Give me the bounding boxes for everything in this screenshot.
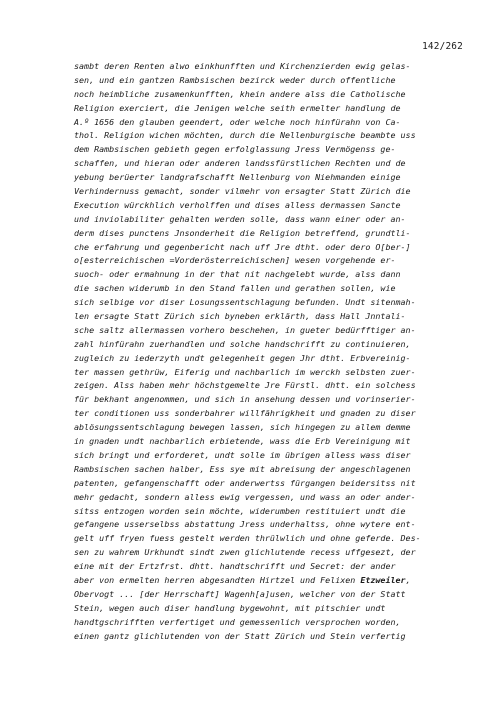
text-line: Execution würckhlich verholffen und dises alless dermassen Sancte bbox=[74, 199, 401, 210]
text-line: und inviolabiliter gehalten werden solle, dass wann einer oder an- bbox=[74, 213, 406, 224]
text-line: ter massen gethrüw, Eiferig und nachbarlich im werckh selbsten zuer- bbox=[74, 366, 416, 377]
text-line: sitss entzogen worden sein möchte, widerumben restituiert undt die bbox=[74, 505, 406, 516]
text-line: mehr gedacht, sondern alless ewig vergessen, und wass an oder ander- bbox=[74, 491, 416, 502]
text-line: Religion exerciert, die Jenigen welche seith ermelter handlung de bbox=[74, 102, 401, 113]
text-line: Obervogt ... [der Herrschaft] Wagenh[a]usen, welcher von der Statt bbox=[74, 588, 406, 599]
text-line: zugleich zu iederzyth undt gelegenheit gegen Jhr dtht. Erbvereinig- bbox=[74, 352, 411, 363]
text-line: dem Rambsischen gebieth gegen erfolglassung Jress Vermögenss ge- bbox=[74, 144, 396, 155]
text-line: gefangene usserselbss abstattung Jress underhaltss, ohne wytere ent- bbox=[74, 519, 416, 530]
text-line: sich selbige vor diser Losungssentschlagung befunden. Undt sitenmah- bbox=[74, 297, 416, 308]
text-line: che erfahrung und gegenbericht nach uff Jre dtht. oder dero O[ber-] bbox=[74, 241, 411, 252]
text-line: A.º 1656 den glauben geendert, oder welche noch hinfürahn von Ca- bbox=[74, 116, 401, 127]
text-line: sich bringt und erforderet, undt solle im übrigen alless wass diser bbox=[74, 449, 411, 460]
text-line: len ersagte Statt Zürich sich byneben erklärth, dass Hall Jnntali- bbox=[74, 311, 406, 322]
line-text: aber von ermelten herren abgesandten Hirtzel und Felixen bbox=[74, 574, 361, 585]
text-line: gelt uff fryen fuess gestelt werden thrülwlich und ohne geferde. Des- bbox=[74, 533, 421, 544]
text-line: noch heimbliche zusamenkunfften, khein andere alss die Catholische bbox=[74, 88, 406, 99]
text-line: o[esterreichischen =Vorderösterreichischen] wesen vorgehende er- bbox=[74, 255, 396, 266]
text-line: patenten, gefangenschafft oder anderwertss fürgangen beidersitss nit bbox=[74, 477, 416, 488]
document-body bbox=[74, 60, 466, 643]
text-line: schaffen, und hieran oder anderen landssfürstlichen Rechten und de bbox=[74, 158, 406, 169]
text-line-emphasis bbox=[74, 574, 466, 588]
text-line: derm dises punctens Jnsonderheit die Religion betreffend, grundtli- bbox=[74, 227, 411, 238]
text-line: einen gantz glichlutenden von der Statt Zürich und Stein verfertig bbox=[74, 630, 406, 641]
text-line: sambt deren Renten alwo einkhunfften und Kirchenzierden ewig gelas- bbox=[74, 61, 411, 71]
page-number: 142/262 bbox=[422, 41, 463, 52]
text-line: zeigen. Alss haben mehr höchstgemelte Jre Fürstl. dhtt. ein solchess bbox=[74, 380, 416, 391]
text-line: handtgschrifften verfertiget und gemessenlich versprochen worden, bbox=[74, 616, 401, 627]
text-line: Verhindernuss gemacht, sonder vilmehr von ersagter Statt Zürich die bbox=[74, 186, 411, 197]
text-line: Stein, wegen auch diser handlung bygewohnt, mit pitschier undt bbox=[74, 602, 386, 613]
text-line: Rambsischen sachen halber, Ess sye mit abreisung der angeschlagenen bbox=[74, 463, 411, 474]
text-line: yebung berüerter landgrafschafft Nellenburg von Niehmanden einige bbox=[74, 172, 401, 183]
text-line: für bekhant angenommen, und sich in ansehung dessen und vorinserier- bbox=[74, 394, 416, 405]
text-line: zahl hinfürahn zuerhandlen und solche handschrifft zu continuieren, bbox=[74, 338, 411, 349]
text-line: eine mit der Ertzfrst. dhtt. handtschrifft und Secret: der ander bbox=[74, 561, 396, 572]
text-line: ter conditionen uss sonderbahrer willfährigkheit und gnaden zu diser bbox=[74, 408, 416, 419]
bold-name: Etzweiler bbox=[360, 574, 406, 585]
text-line: in gnaden undt nachbarlich erbietende, wass die Erb Vereinigung mit bbox=[74, 436, 411, 447]
text-line: sen zu wahrem Urkhundt sindt zwen glichlutende recess uffgesezt, der bbox=[74, 547, 416, 558]
text-line: thol. Religion wichen möchten, durch die Nellenburgische beambte uss bbox=[74, 130, 416, 141]
line-text-after: , bbox=[405, 574, 411, 585]
text-line: die sachen widerumb in den Stand fallen und gerathen sollen, wie bbox=[74, 283, 396, 294]
text-line: suoch- oder ermahnung in der that nit nachgelebt wurde, alss dann bbox=[74, 269, 401, 280]
text-line: sche saltz allermassen vorhero beschehen, in gueter bedürfftiger an- bbox=[74, 324, 416, 335]
text-line: ablösungssentschlagung bewegen lassen, sich hingegen zu allem demme bbox=[74, 422, 411, 433]
text-line: sen, und ein gantzen Rambsischen bezirck weder durch offentliche bbox=[74, 74, 396, 85]
